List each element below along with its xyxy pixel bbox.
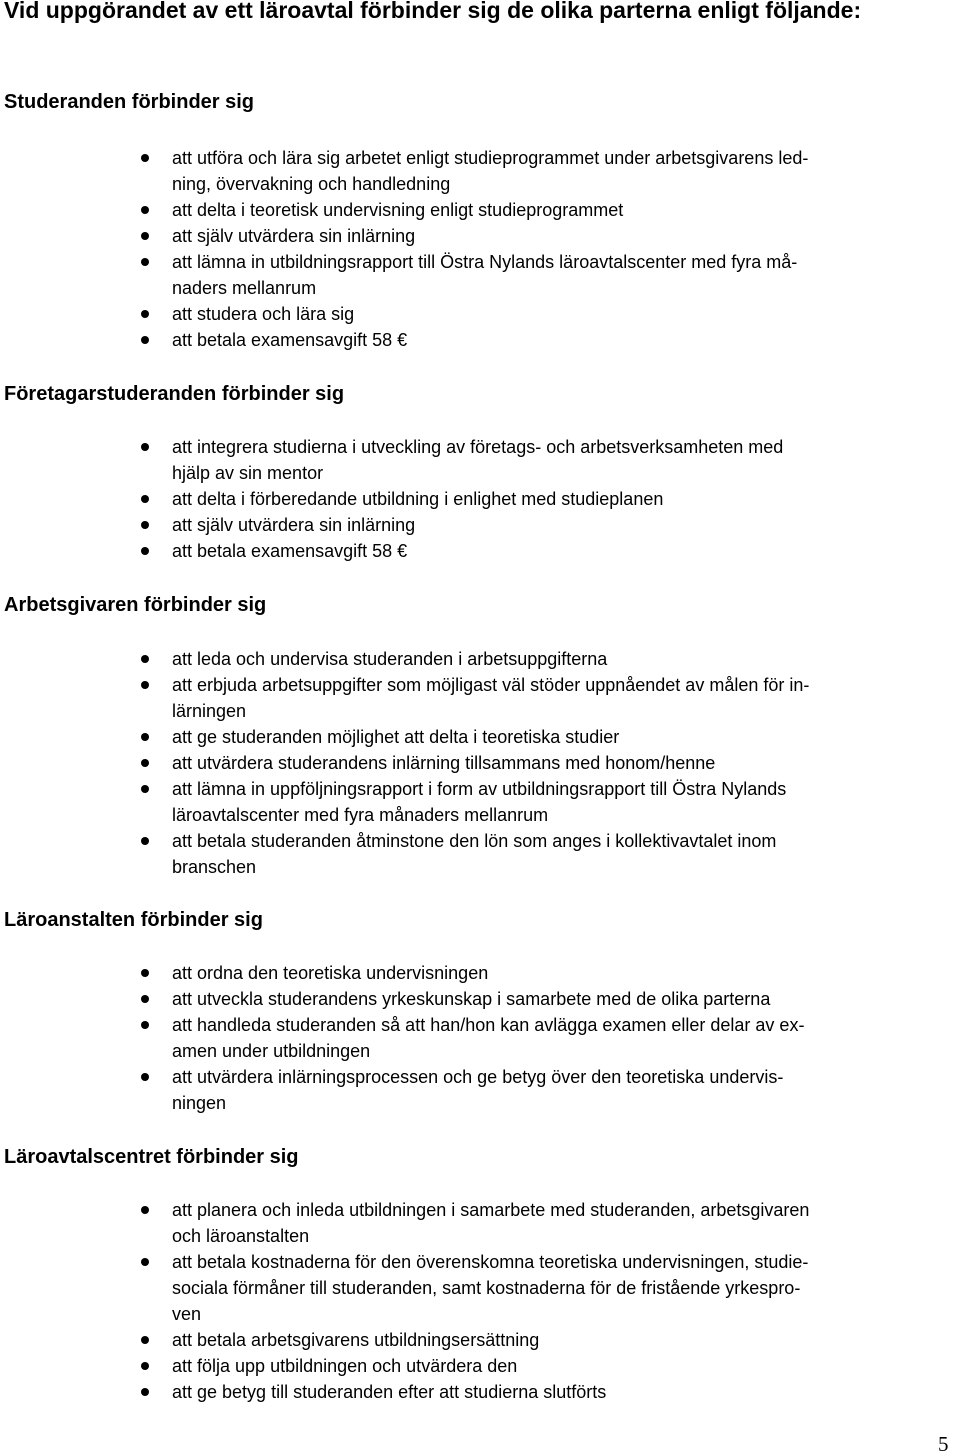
list-item-text: att själv utvärdera sin inlärning (172, 515, 416, 535)
bullet-icon (141, 1258, 149, 1266)
bullet-icon (141, 232, 149, 240)
list-item (0, 1327, 947, 1353)
list-studeranden (0, 145, 947, 353)
list-item-text: att utvärdera studerandens inlärning tillsammans med honom/henne (172, 753, 716, 773)
list-item-text: att delta i teoretisk undervisning enligt studieprogrammet (172, 200, 624, 220)
bullet-icon (141, 1021, 149, 1029)
bullet-icon (141, 1206, 149, 1214)
list-item (0, 1012, 947, 1064)
list-item (0, 986, 947, 1012)
list-item (0, 223, 947, 249)
list-item-text: att ordna den teoretiska undervisningen (172, 963, 489, 983)
list-item (0, 828, 947, 880)
list-arbetsgivaren (0, 646, 947, 880)
list-item (0, 1197, 947, 1249)
page-number: 5 (938, 1432, 949, 1456)
page-title: Vid uppgörandet av ett läroavtal förbinder sig de olika parterna enligt följande: (4, 0, 862, 23)
list-item-text: att delta i förberedande utbildning i enlighet med studieplanen (172, 489, 664, 509)
section-heading-laroavtalscentret: Läroavtalscentret förbinder sig (4, 1146, 299, 1168)
list-item-text: att integrera studierna i utveckling av företags- och arbetsverksamheten med hjälp av sin mentor (172, 437, 784, 483)
section-heading-arbetsgivaren: Arbetsgivaren förbinder sig (4, 594, 267, 616)
list-item-text: att utföra och lära sig arbetet enligt studieprogrammet under arbetsgivarens led- ning, övervakning och handledning (172, 148, 809, 194)
bullet-icon (141, 547, 149, 555)
list-item-text: att lämna in uppföljningsrapport i form av utbildningsrapport till Östra Nylands läroavtalscenter med fyra månaders mellanrum (172, 779, 787, 825)
list-item-text: att utvärdera inlärningsprocessen och ge betyg över den teoretiska undervis- ningen (172, 1067, 784, 1113)
bullet-icon (141, 837, 149, 845)
list-item-text: att betala examensavgift 58 € (172, 330, 408, 350)
bullet-icon (141, 759, 149, 767)
list-item (0, 672, 947, 724)
bullet-icon (141, 1073, 149, 1081)
list-item-text: att ge studeranden möjlighet att delta i teoretiska studier (172, 727, 620, 747)
list-item (0, 538, 947, 564)
list-item-text: att erbjuda arbetsuppgifter som möjligast väl stöder uppnåendet av målen för in- lärningen (172, 675, 810, 721)
list-laroanstalten (0, 960, 947, 1116)
bullet-icon (141, 443, 149, 451)
list-item (0, 301, 947, 327)
bullet-icon (141, 733, 149, 741)
list-item (0, 197, 947, 223)
list-item (0, 327, 947, 353)
section-heading-laroanstalten: Läroanstalten förbinder sig (4, 909, 263, 931)
list-item (0, 145, 947, 197)
list-item (0, 1249, 947, 1327)
list-foretagarstuderanden (0, 434, 947, 564)
bullet-icon (141, 785, 149, 793)
list-item-text: att själv utvärdera sin inlärning (172, 226, 416, 246)
bullet-icon (141, 995, 149, 1003)
list-item-text: att leda och undervisa studeranden i arbetsuppgifterna (172, 649, 608, 669)
bullet-icon (141, 154, 149, 162)
bullet-icon (141, 336, 149, 344)
bullet-icon (141, 495, 149, 503)
list-item (0, 249, 947, 301)
list-item-text: att betala examensavgift 58 € (172, 541, 408, 561)
bullet-icon (141, 1388, 149, 1396)
list-item (0, 512, 947, 538)
list-item-text: att följa upp utbildningen och utvärdera den (172, 1356, 518, 1376)
bullet-icon (141, 1336, 149, 1344)
list-item (0, 960, 947, 986)
list-item (0, 1379, 947, 1405)
list-item-text: att betala arbetsgivarens utbildningsersättning (172, 1330, 540, 1350)
bullet-icon (141, 655, 149, 663)
bullet-icon (141, 969, 149, 977)
list-item (0, 750, 947, 776)
list-item (0, 434, 947, 486)
section-heading-foretagarstuderanden: Företagarstuderanden förbinder sig (4, 383, 345, 405)
list-item-text: att handleda studeranden så att han/hon kan avlägga examen eller delar av ex- amen under utbildningen (172, 1015, 805, 1061)
bullet-icon (141, 521, 149, 529)
list-laroavtalscentret (0, 1197, 947, 1405)
list-item (0, 1353, 947, 1379)
bullet-icon (141, 1362, 149, 1370)
list-item-text: att ge betyg till studeranden efter att studierna slutförts (172, 1382, 607, 1402)
list-item (0, 1064, 947, 1116)
list-item (0, 646, 947, 672)
list-item-text: att studera och lära sig (172, 304, 355, 324)
bullet-icon (141, 258, 149, 266)
bullet-icon (141, 310, 149, 318)
list-item (0, 776, 947, 828)
section-heading-studeranden: Studeranden förbinder sig (4, 91, 255, 113)
bullet-icon (141, 681, 149, 689)
bullet-icon (141, 206, 149, 214)
list-item-text: att betala studeranden åtminstone den lön som anges i kollektivavtalet inom branschen (172, 831, 777, 877)
list-item-text: att planera och inleda utbildningen i samarbete med studeranden, arbetsgivaren och läroanstalten (172, 1200, 810, 1246)
list-item-text: att betala kostnaderna för den överenskomna teoretiska undervisningen, studie- sociala förmåner till studeranden, samt kostnaderna för de fristående yrkespro- ven (172, 1252, 809, 1324)
list-item (0, 724, 947, 750)
list-item-text: att utveckla studerandens yrkeskunskap i samarbete med de olika parterna (172, 989, 771, 1009)
list-item-text: att lämna in utbildningsrapport till Östra Nylands läroavtalscenter med fyra må- naders mellanrum (172, 252, 798, 298)
list-item (0, 486, 947, 512)
